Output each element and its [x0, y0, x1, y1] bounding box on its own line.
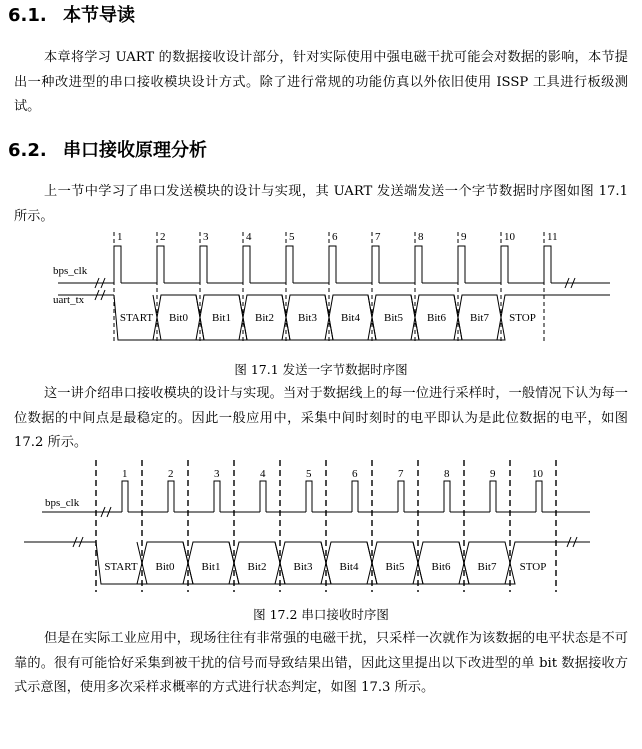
- clock-pulse: [501, 246, 508, 283]
- sample-pulse: [444, 481, 450, 512]
- bit-label-bit4: Bit4: [341, 312, 360, 324]
- bit-label-bit5: Bit5: [384, 312, 403, 324]
- bit-label-bit6: Bit6: [427, 312, 446, 324]
- bit-label-bit5: Bit5: [385, 561, 405, 573]
- bit-label-start: START: [119, 312, 154, 324]
- bit-label-bit3: Bit3: [293, 561, 313, 573]
- pulse-number-8: 8: [444, 468, 450, 480]
- pulse-number-9: 9: [461, 231, 467, 243]
- bit-label-bit2: Bit2: [255, 312, 274, 324]
- clock-pulse: [372, 246, 379, 283]
- timing-diagram-tx: [0, 228, 642, 348]
- pulse-number-2: 2: [168, 468, 174, 480]
- pulse-number-8: 8: [418, 231, 424, 243]
- bit-label-bit1: Bit1: [212, 312, 231, 324]
- clock-pulse: [114, 246, 121, 283]
- pulse-number-7: 7: [375, 231, 381, 243]
- clock-pulse: [243, 246, 250, 283]
- pulse-number-2: 2: [160, 231, 166, 243]
- uart-tx-label: uart_tx: [53, 294, 85, 306]
- section-heading-6-1: [8, 5, 135, 27]
- clock-pulse: [415, 246, 422, 283]
- bps-clk-label: bps_clk: [53, 265, 88, 277]
- clock-pulse: [157, 246, 164, 283]
- bit-label-bit4: Bit4: [339, 561, 359, 573]
- bit-label-bit7: Bit7: [477, 561, 497, 573]
- bit-label-bit0: Bit0: [155, 561, 175, 573]
- section-title: 本节导读: [63, 5, 136, 26]
- figure-17-1-caption: 图 17.1 发送一字节数据时序图: [234, 362, 408, 377]
- pulse-number-6: 6: [352, 468, 358, 480]
- pulse-number-1: 1: [122, 468, 128, 480]
- clock-pulse: [329, 246, 336, 283]
- bit-label-start: START: [104, 561, 138, 573]
- bit-label-bit6: Bit6: [431, 561, 451, 573]
- pulse-number-1: 1: [117, 231, 123, 243]
- pulse-number-3: 3: [203, 231, 209, 243]
- paragraph-sampling: 这一讲介绍串口接收模块的设计与实现。当对于数据线上的每一位进行采样时，一般情况下认为每一位数据的中间点是最稳定的。因此一般应用中，采集中间时刻时的电平即认为是此位数据的电平，如图 17.2 所示。: [14, 386, 628, 450]
- bit-label-stop: STOP: [519, 561, 547, 573]
- timing-diagram-rx: [0, 456, 642, 596]
- sample-pulse: [352, 481, 358, 512]
- sample-pulse: [306, 481, 312, 512]
- sample-pulse: [260, 481, 266, 512]
- sample-pulse: [122, 481, 128, 512]
- intro-paragraph: 本章将学习 UART 的数据接收设计部分，针对实际使用中强电磁干扰可能会对数据的影响，本节提出一种改进型的串口接收模块设计方式。除了进行常规的功能仿真以外依旧使用 ISSP 工具进行板级测试。: [14, 50, 628, 114]
- pulse-number-4: 4: [246, 231, 252, 243]
- bps-clk-label: bps_clk: [45, 497, 80, 509]
- figure-17-2-caption: 图 17.2 串口接收时序图: [253, 607, 389, 622]
- pulse-number-3: 3: [214, 468, 220, 480]
- pulse-number-10: 10: [532, 468, 543, 480]
- bit-label-bit3: Bit3: [298, 312, 317, 324]
- pulse-number-9: 9: [490, 468, 496, 480]
- section-number: 6.2.: [8, 140, 47, 161]
- sample-pulse: [168, 481, 174, 512]
- bit-label-bit2: Bit2: [247, 561, 267, 573]
- pulse-number-10: 10: [504, 231, 515, 243]
- sample-pulse: [214, 481, 220, 512]
- bit-label-bit1: Bit1: [201, 561, 221, 573]
- pulse-number-5: 5: [289, 231, 295, 243]
- clock-pulse: [458, 246, 465, 283]
- bit-label-bit0: Bit0: [169, 312, 188, 324]
- section-number: 6.1.: [8, 5, 47, 26]
- pulse-number-6: 6: [332, 231, 338, 243]
- section-heading-6-2: [8, 140, 207, 162]
- clock-pulse: [200, 246, 207, 283]
- clock-pulse: [544, 246, 551, 283]
- pulse-number-5: 5: [306, 468, 312, 480]
- clock-pulse: [286, 246, 293, 283]
- section-title: 串口接收原理分析: [63, 140, 208, 161]
- bit-label-stop: STOP: [509, 312, 536, 324]
- paragraph-uart-tx: 上一节中学习了串口发送模块的设计与实现，其 UART 发送端发送一个字节数据时序图如图 17.1 所示。: [14, 184, 628, 224]
- sample-pulse: [536, 481, 542, 512]
- sample-pulse: [490, 481, 496, 512]
- pulse-number-7: 7: [398, 468, 404, 480]
- bit-label-bit7: Bit7: [470, 312, 489, 324]
- paragraph-interference: 但是在实际工业应用中，现场往往有非常强的电磁干扰，只采样一次就作为该数据的电平状态是不可靠的。很有可能恰好采集到被干扰的信号而导致结果出错，因此这里提出以下改进型的单 bit 数据接收方式示意图，使用多次采样求概率的方式进行状态判定，如图 17.3 所示。: [14, 631, 628, 695]
- sample-pulse: [398, 481, 404, 512]
- pulse-number-11: 11: [547, 231, 558, 243]
- pulse-number-4: 4: [260, 468, 266, 480]
